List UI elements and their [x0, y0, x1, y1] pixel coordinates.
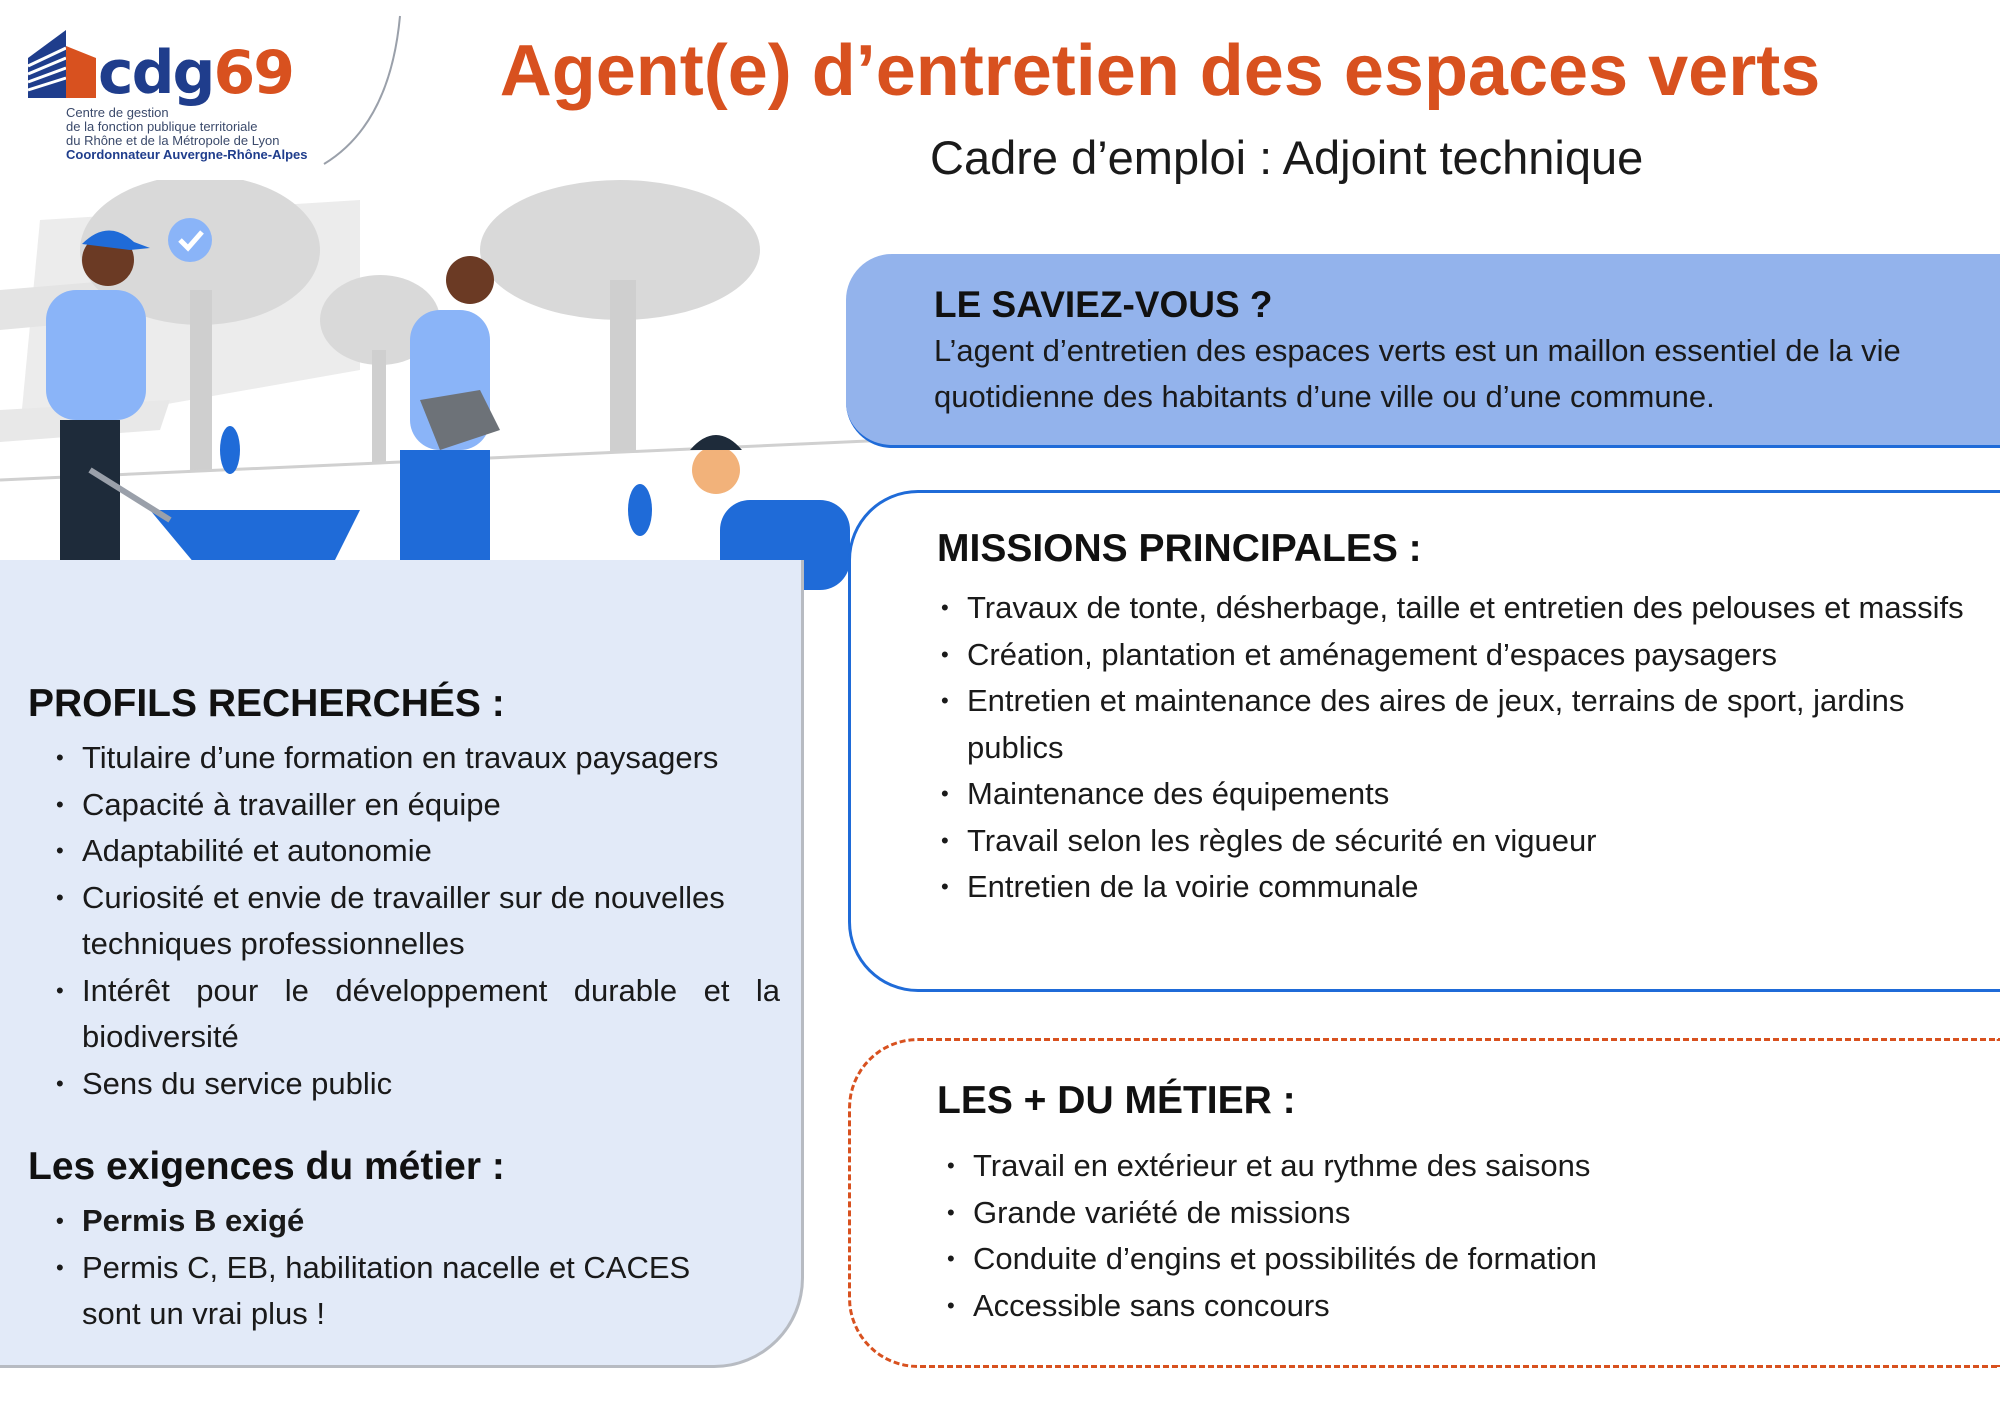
cdg69-logo — [26, 28, 326, 178]
missions-heading: MISSIONS PRINCIPALES : — [937, 527, 1422, 570]
exigences-list — [28, 1198, 748, 1338]
profiles-heading: PROFILS RECHERCHÉS : — [28, 682, 505, 725]
logo-wordmark: cdg69 — [98, 38, 293, 108]
page-subtitle: Cadre d’emploi : Adjoint technique — [930, 131, 1644, 184]
list-item: • Intérêt pour le développement durable et la biodiversité — [28, 968, 780, 1061]
list-item: • Travaux de tonte, désherbage, taille et entretien des pelouses et massifs — [913, 585, 1973, 632]
list-item: • Grande variété de missions — [919, 1190, 1979, 1237]
job-advantages-list — [919, 1143, 1979, 1329]
list-item: • Entretien de la voirie communale — [913, 864, 1973, 911]
did-you-know-panel — [846, 254, 2000, 448]
did-you-know-heading: LE SAVIEZ-VOUS ? — [934, 284, 1273, 325]
list-item: • Conduite d’engins et possibilités de formation — [919, 1236, 1979, 1283]
list-item: • Travail selon les règles de sécurité en vigueur — [913, 818, 1973, 865]
profiles-list — [28, 735, 780, 1107]
logo-divider-curve — [320, 14, 410, 174]
list-item: • Maintenance des équipements — [913, 771, 1973, 818]
profiles-panel — [0, 560, 804, 1368]
list-item: • Permis B exigé — [28, 1198, 748, 1245]
job-advantages-heading: LES + DU MÉTIER : — [937, 1079, 1296, 1122]
list-item: • Travail en extérieur et au rythme des saisons — [919, 1143, 1979, 1190]
list-item: • Adaptabilité et autonomie — [28, 828, 780, 875]
exigences-heading: Les exigences du métier : — [28, 1145, 505, 1188]
logo-subtitle: Centre de gestion de la fonction publique territoriale du Rhône et de la Métropole de Lyon Coordonnateur Auvergne-Rhône-Alpes — [66, 105, 308, 162]
missions-list — [913, 585, 1973, 911]
did-you-know-text: L’agent d’entretien des espaces verts est un maillon essentiel de la vie quotidienne des habitants d’une ville ou d’une commune. — [934, 333, 1901, 414]
list-item: • Accessible sans concours — [919, 1283, 1979, 1330]
job-advantages-panel — [848, 1038, 2000, 1368]
list-item: • Permis C, EB, habilitation nacelle et CACES sont un vrai plus ! — [28, 1245, 748, 1338]
missions-panel — [848, 490, 2000, 992]
list-item: • Création, plantation et aménagement d’espaces paysagers — [913, 632, 1973, 679]
list-item: • Entretien et maintenance des aires de jeux, terrains de sport, jardins publics — [913, 678, 1973, 771]
list-item: • Titulaire d’une formation en travaux paysagers — [28, 735, 780, 782]
page-title: Agent(e) d’entretien des espaces verts — [499, 31, 1821, 111]
list-item: • Curiosité et envie de travailler sur de nouvelles techniques professionnelles — [28, 875, 780, 968]
building-logo-icon — [26, 28, 106, 108]
list-item: • Capacité à travailler en équipe — [28, 782, 780, 829]
list-item: • Sens du service public — [28, 1061, 780, 1108]
